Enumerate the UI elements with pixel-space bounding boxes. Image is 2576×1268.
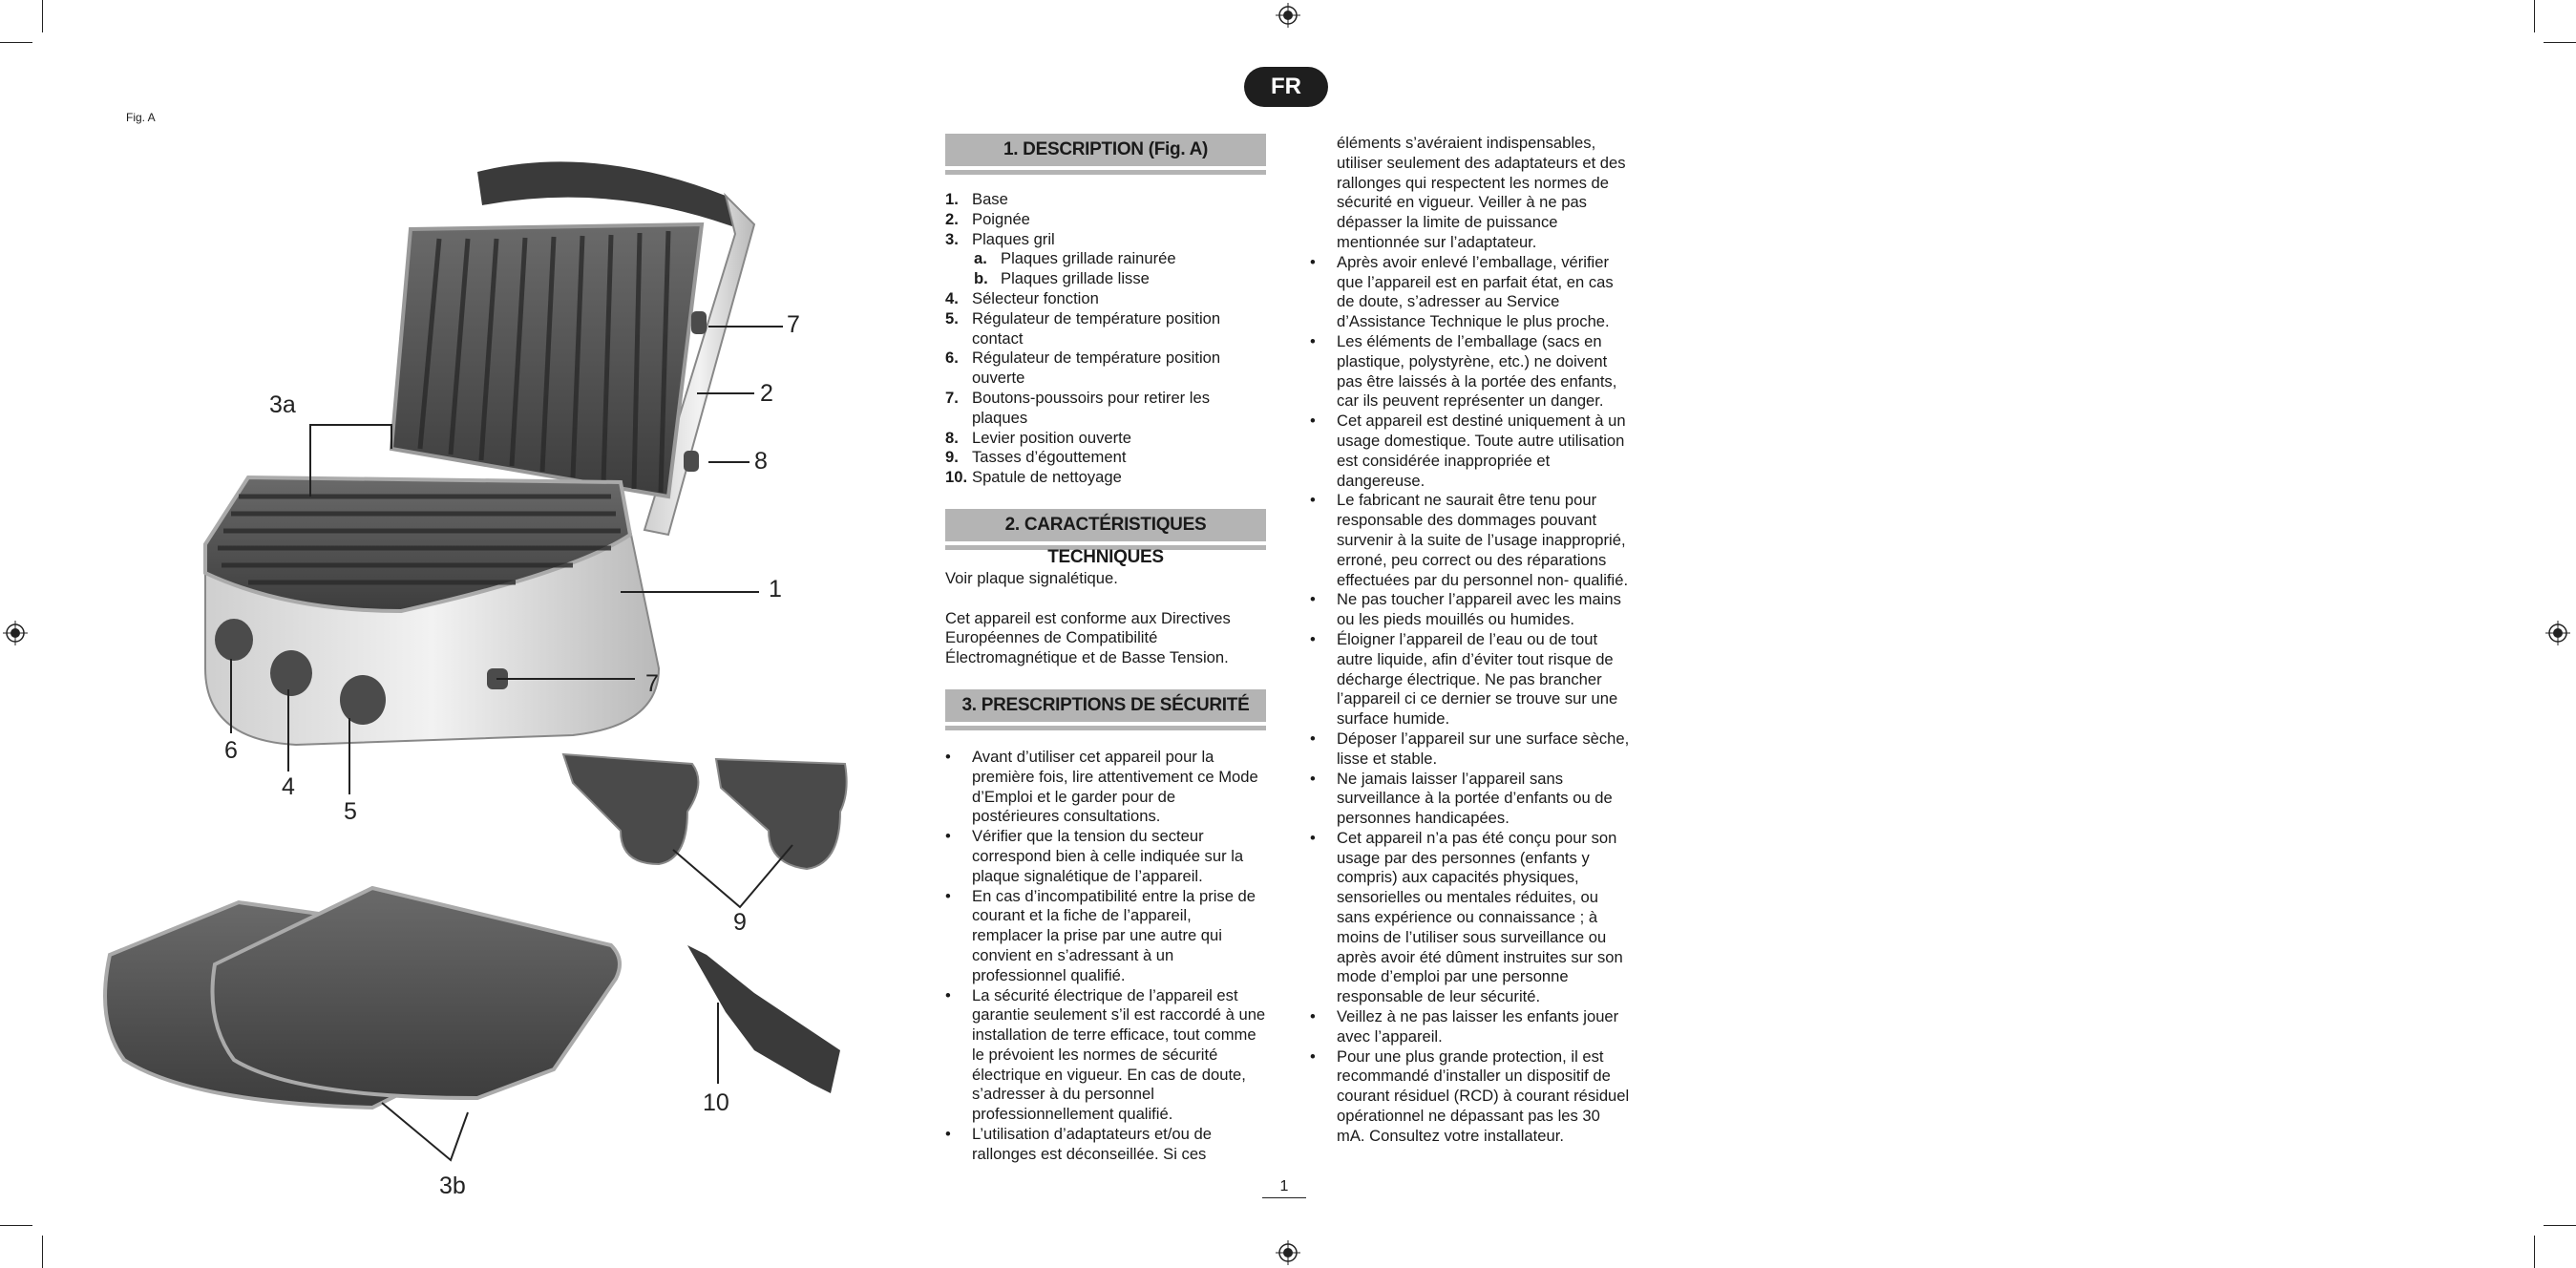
list-item: 6. Régulateur de température position ouverte — [945, 349, 1221, 388]
handle — [477, 161, 740, 229]
list-item: 10. Spatule de nettoyage — [945, 468, 1122, 487]
parts-list — [945, 190, 1266, 488]
list-item: • Le fabricant ne saurait être tenu pour responsable des dommages pouvant survenir à la suite de l’usage inapproprié, erroné, peu correct ou des réparations effectuées par du personnel non- qualifié. — [1310, 491, 1631, 590]
list-item: 4. Sélecteur fonction — [945, 288, 1099, 307]
registration-mark-icon — [1276, 3, 1300, 28]
registration-mark-icon — [1276, 1240, 1300, 1265]
list-item: • Vérifier que la tension du secteur correspond bien à celle indiquée sur la plaque signalétique de l’appareil. — [945, 827, 1266, 886]
list-item: b. Plaques grillade lisse — [974, 269, 1150, 288]
paragraph: Cet appareil est conforme aux Directives Européennes de Compatibilité Électromagnétique et de Basse Tension. — [945, 608, 1231, 667]
callout-1: 1 — [769, 576, 782, 602]
cleaning-spatula — [687, 945, 840, 1093]
list-item: • La sécurité électrique de l’appareil est garantie seulement s’il est raccordé à une installation de terre efficace, tout comme le prévoient les normes de sécurité électrique en vigueur. En cas de doute, s’adresser à du personnel professionnellement qualifié. — [945, 986, 1266, 1126]
grill-illustration — [0, 0, 917, 1241]
callout-10: 10 — [703, 1089, 729, 1116]
drip-cup — [716, 759, 847, 869]
registration-mark-icon — [2545, 621, 2570, 645]
language-badge: FR — [1244, 67, 1328, 107]
drip-cup — [563, 754, 698, 864]
section-heading: 1. DESCRIPTION (Fig. A) — [945, 134, 1266, 166]
text-column-left — [945, 134, 1266, 1186]
continuation-text: éléments s’avéraient indispensables, utiliser seulement des adaptateurs et des rallonges qui respectent les normes de sécurité en vigueur. Veiller à ne pas dépasser la limite de puissance mentionnée sur l’adaptateur. — [1337, 134, 1626, 251]
list-item: a. Plaques grillade rainurée — [974, 249, 1176, 268]
list-item: • Ne jamais laisser l’appareil sans surveillance à la portée d’enfants ou de personnes handicapées. — [1310, 770, 1631, 829]
list-item: 8. Levier position ouverte — [945, 428, 1131, 447]
section-heading: 2. CARACTÉRISTIQUES TECHNIQUES — [945, 509, 1266, 541]
crop-mark — [2544, 42, 2576, 43]
callout-3b: 3b — [439, 1173, 466, 1199]
list-item: • Pour une plus grande protection, il est recommandé d’installer un dispositif de courant résiduel (RCD) à courant résiduel opérationnel ne dépassant pas les 30 mA. Consultez votre installateur. — [1310, 1047, 1631, 1147]
section-heading: 3. PRESCRIPTIONS DE SÉCURITÉ — [945, 689, 1266, 722]
list-item: • Après avoir enlevé l’emballage, vérifier que l’appareil est en parfait état, en cas de doute, s’adresser au Service d’Assistance Technique le plus proche. — [1310, 253, 1631, 332]
list-item: • L’utilisation d’adaptateurs et/ou de rallonges est déconseillée. Si ces — [945, 1125, 1266, 1165]
callout-4: 4 — [282, 773, 295, 800]
section-description — [945, 134, 1266, 488]
callout-5: 5 — [344, 798, 357, 825]
list-item: • Les éléments de l’emballage (sacs en plastique, polystyrène, etc.) ne doivent pas être laissés à la portée des enfants, car ils peuvent représenter un danger. — [1310, 332, 1631, 412]
list-item: 5. Régulateur de température position contact — [945, 308, 1221, 348]
callout-9: 9 — [733, 909, 747, 936]
list-item: 3. Plaques gril — [945, 229, 1055, 248]
list-item: • Veillez à ne pas laisser les enfants jouer avec l’appareil. — [1310, 1007, 1631, 1047]
list-item: • Ne pas toucher l’appareil avec les mains ou les pieds mouillés ou humides. — [1310, 590, 1631, 630]
list-item: 2. Poignée — [945, 209, 1030, 228]
list-item: • En cas d’incompatibilité entre la prise de courant et la fiche de l’appareil, remplacer la prise par une autre qui convient en s’adressant à un professionnel qualifié. — [945, 887, 1266, 986]
list-item: 1. Base — [945, 190, 1008, 208]
list-item: • Déposer l’appareil sur une surface sèche, lisse et stable. — [1310, 729, 1631, 770]
paragraph: Voir plaque signalétique. — [945, 568, 1118, 587]
callout-2: 2 — [760, 380, 773, 407]
text-column-right — [1310, 134, 1631, 1147]
safety-list — [945, 748, 1266, 1165]
list-item: • Avant d’utiliser cet appareil pour la première fois, lire attentivement ce Mode d’Emploi et le garder pour de postérieures consultations. — [945, 748, 1266, 827]
callout-3a: 3a — [269, 391, 296, 418]
callout-7-top: 7 — [787, 311, 800, 338]
list-item: 9. Tasses d’égouttement — [945, 448, 1127, 467]
crop-mark — [2534, 0, 2535, 32]
safety-list-continued — [1310, 253, 1631, 1147]
callout-6: 6 — [224, 737, 238, 764]
list-item: • Cet appareil n’a pas été conçu pour son usage par des personnes (enfants y compris) aux capacités physiques, sensorielles ou mentales réduites, ou sans expérience ou connaissance ; à moins de l’utiliser sous surveillance ou après avoir été dûment instruites sur son mode d’emploi par une personne responsable de leur sécurité. — [1310, 829, 1631, 1007]
list-item: 7. Boutons-poussoirs pour retirer les plaques — [945, 388, 1211, 427]
figure-label: Fig. A — [126, 111, 156, 124]
callout-8: 8 — [754, 448, 768, 475]
callout-7-bottom: 7 — [645, 670, 659, 697]
section-safety — [945, 689, 1266, 1165]
page-number: 1 — [1262, 1178, 1306, 1198]
crop-mark — [2544, 1225, 2576, 1226]
section-characteristics — [945, 509, 1266, 668]
list-item: • Cet appareil est destiné uniquement à un usage domestique. Toute autre utilisation est considérée inappropriée et dangereuse. — [1310, 412, 1631, 491]
list-item: • Éloigner l’appareil de l’eau ou de tout autre liquide, afin d’éviter tout risque de décharge électrique. Ne pas brancher l’appareil ci ce dernier se trouve sur une surface humide. — [1310, 630, 1631, 729]
crop-mark — [2534, 1236, 2535, 1268]
